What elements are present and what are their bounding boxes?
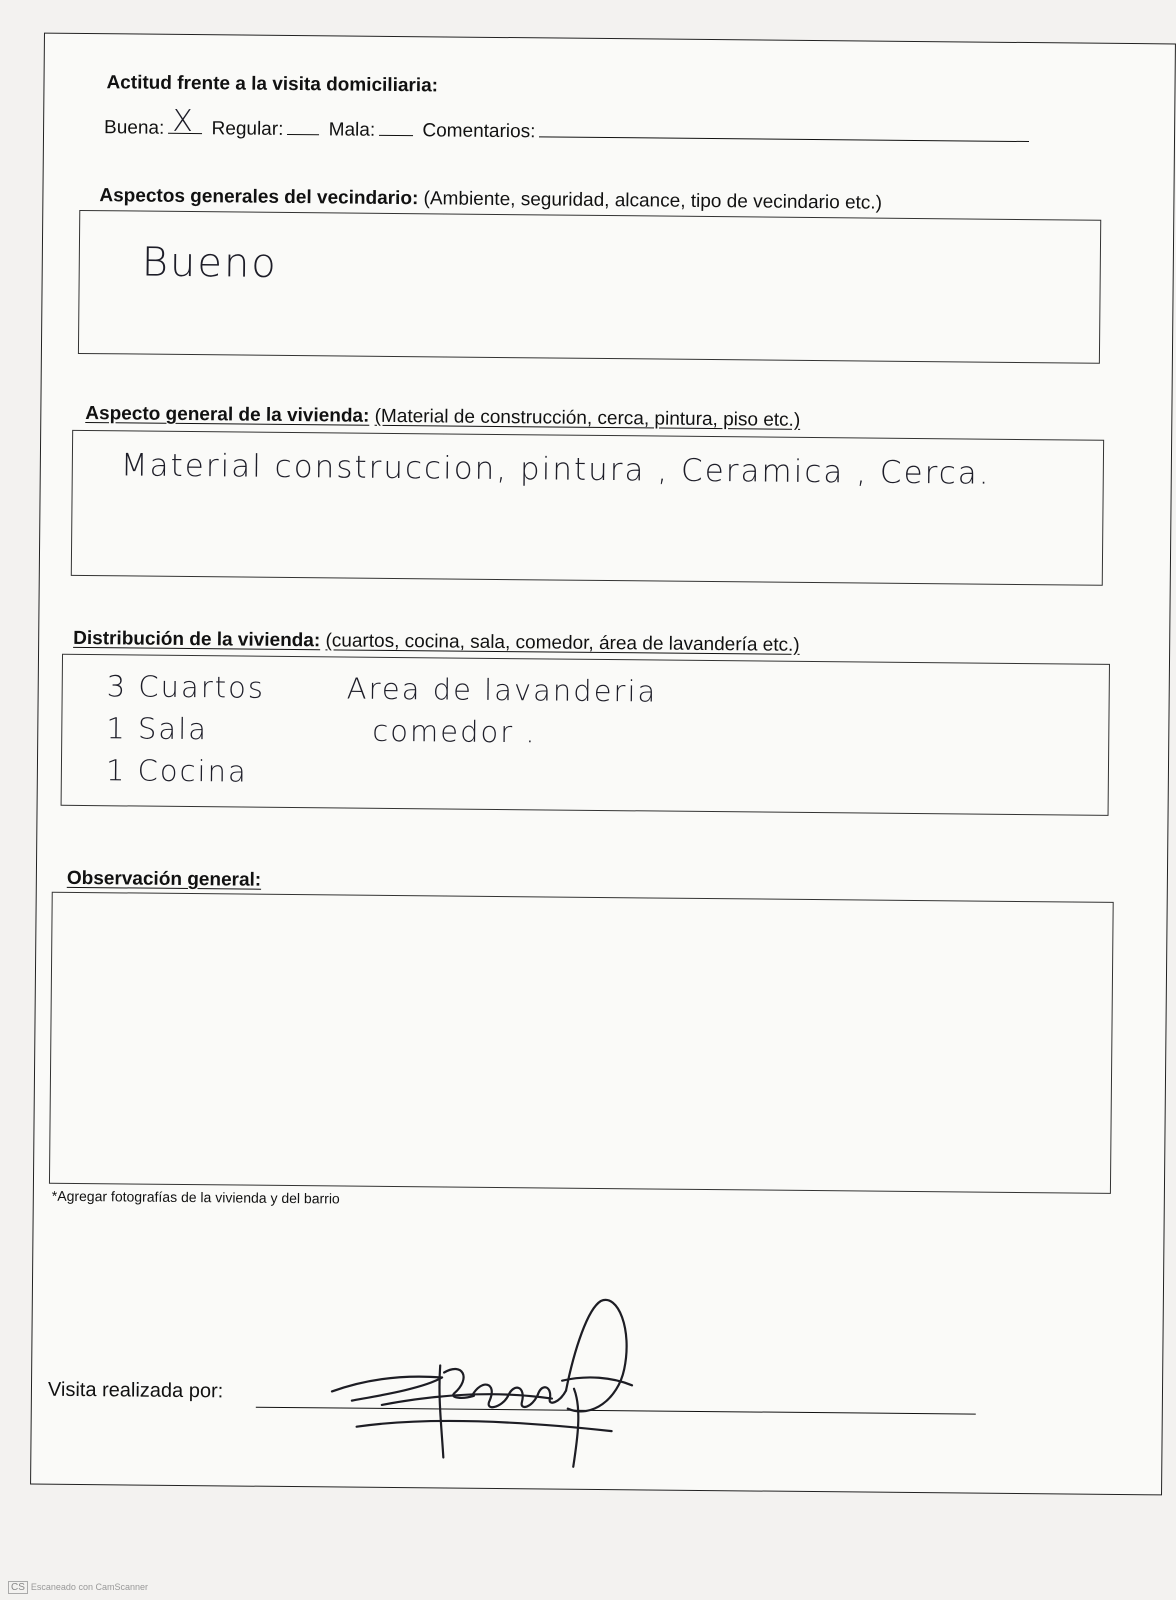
vivienda-hint: (Material de construcción, cerca, pintura, piso etc.) (374, 405, 801, 431)
observacion-answer-box[interactable] (49, 892, 1114, 1194)
comentarios-label: Comentarios: (422, 120, 536, 143)
comentarios-field[interactable] (539, 120, 1029, 142)
vecindario-heading: Aspectos generales del vecindario: (99, 185, 419, 210)
actitud-heading: Actitud frente a la visita domiciliaria: (106, 72, 439, 97)
scanner-watermark (8, 1581, 148, 1594)
actitud-options-row (103, 103, 1034, 148)
buena-label: Buena: (103, 117, 165, 139)
distribucion-item: comedor . (372, 713, 537, 750)
mala-field[interactable] (379, 119, 413, 136)
signature (311, 1276, 643, 1469)
vecindario-heading-row (99, 185, 882, 215)
distribucion-item: Area de lavanderia (346, 671, 658, 709)
form-sheet (30, 33, 1176, 1496)
scanner-badge: CS (8, 1581, 28, 1594)
mala-label: Mala: (328, 119, 376, 141)
firma-label: Visita realizada por: (47, 1378, 224, 1403)
distribucion-heading: Distribución de la vivienda: (73, 627, 321, 652)
buena-mark: X (172, 103, 196, 140)
vivienda-heading: Aspecto general de la vivienda: (85, 403, 370, 427)
vecindario-hint: (Ambiente, seguridad, alcance, tipo de vecindario etc.) (423, 188, 883, 214)
vivienda-answer-box[interactable] (71, 430, 1104, 586)
vecindario-answer-box[interactable] (78, 210, 1101, 364)
regular-field[interactable] (287, 118, 319, 135)
vecindario-answer: Bueno (141, 239, 278, 287)
distribucion-item: 3 Cuartos (106, 669, 266, 705)
distribucion-item: 1 Cocina (105, 753, 248, 789)
footnote: *Agregar fotografías de la vivienda y del barrio (51, 1187, 340, 1207)
scanner-text: Escaneado con CamScanner (30, 1582, 148, 1592)
regular-label: Regular: (211, 118, 284, 140)
distribucion-hint: (cuartos, cocina, sala, comedor, área de lavandería etc.) (325, 630, 800, 656)
distribucion-item: 1 Sala (106, 711, 209, 747)
vivienda-answer: Material construccion, pintura , Ceramica , Cerca. (120, 447, 991, 492)
distribucion-heading-row (73, 628, 800, 657)
observacion-heading: Observación general: (66, 867, 262, 891)
vivienda-heading-row (85, 403, 800, 432)
distribucion-answer-box[interactable] (61, 654, 1110, 816)
buena-field[interactable] (168, 103, 202, 140)
